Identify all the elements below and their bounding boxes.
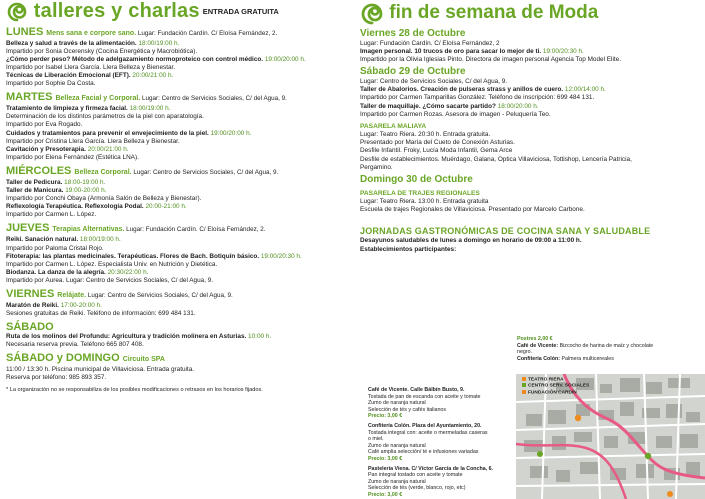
legend-label: CENTRO SERV. SOCIALES (528, 383, 590, 389)
event-line (360, 103, 698, 111)
session-line-text: Impartido por Cristina Llera García. Llera Belleza y Bienestar. (6, 137, 180, 145)
session-line-time: 19:00/20:00 h. (263, 55, 306, 63)
session-line (6, 341, 344, 349)
event-line (360, 86, 698, 94)
moda-title: fin de semana de Moda (389, 2, 599, 24)
legend-swatch-icon (522, 383, 526, 387)
event-line (360, 56, 698, 64)
session-line-text: Cuidados y tratamientos para prevenir el envejecimiento de la piel. (6, 129, 209, 137)
event-line-text: Impartido por Carmen Tamparillas González. Teléfono de inscripción: 699 484 131. (360, 94, 595, 102)
session-line-text: Biodanza. La danza de la alegría. (6, 268, 106, 276)
session-line (6, 261, 344, 269)
event-line-text: Taller de Abalorios. Creación de pulseras strass y anillos de cuero. (360, 86, 564, 94)
session-line (6, 236, 344, 244)
event-line (360, 78, 698, 86)
session-line-text: Cavitación y Presoterapia. (6, 145, 86, 153)
establishments-list (368, 387, 493, 499)
event-line-text: Taller de maquillaje. ¿Cómo sacarte partido? (360, 102, 496, 110)
session-line-text: Técnicas de Liberación Emocional (EFT). (6, 72, 131, 80)
session-line-text: Belleza y salud a través de la alimentación. (6, 39, 137, 47)
day-name: MARTES (6, 91, 53, 104)
session-line-text: Impartido por Carmen L. López. (6, 211, 97, 219)
establishment (368, 423, 493, 463)
swirl-icon (360, 0, 384, 26)
session-line (6, 302, 344, 310)
legend-label: TEATRO RIERA (528, 377, 564, 383)
session-line (6, 56, 344, 64)
menu-item: o miel. (368, 436, 384, 443)
session-line-text: Impartido por Sonia Ocerensky (Cocina Energética y Macrobiótica). (6, 47, 198, 55)
menu-item: Selección de tés y cafés italianos (368, 406, 447, 413)
event-line (360, 206, 698, 214)
event-line (360, 147, 698, 155)
session-line-time: 20:00/21:00 h. (85, 145, 129, 153)
event-line-text: Pergamino. (360, 163, 393, 171)
event-date: Sábado 29 de Octubre (360, 66, 466, 78)
event-line (360, 131, 698, 139)
session-line (6, 40, 344, 48)
day-topic: Terapias Alternativas. (52, 226, 125, 234)
session-line (6, 64, 344, 72)
session-line-text: Impartido por Paloma Cristal Rojo. (6, 244, 104, 252)
session-line-time: 18:00/19:00 h. (127, 105, 171, 113)
session-line-text: Reserva por teléfono: 985 893 357. (6, 374, 107, 382)
session-line-text: Ruta de los molinos del Profundu: Agricultura y tradición molinera en Asturias. (6, 333, 247, 341)
session-line-time: 19:00/20:00 h. (208, 129, 252, 137)
event-line-text: Imagen personal. 10 trucos de oro para sacar lo mejor de ti. (360, 48, 542, 56)
event-line-time: 12:00/14:00 h. (563, 86, 606, 94)
establishment-name: Café de Vicente. Calle Bálbín Busto, 9. (368, 387, 465, 393)
session-line (6, 72, 344, 80)
event-line-text: Desfile Infantil. Froky, Lucía Moda Infantil, Gema Arce (360, 147, 513, 155)
session-line-text: Taller de Manicura. (6, 187, 64, 195)
session-line-time: 20:30/22:00 h. (105, 268, 149, 276)
session-line (6, 374, 344, 382)
day-name: VIERNES (6, 287, 55, 300)
talleres-heading (6, 0, 344, 23)
event-line (360, 48, 698, 56)
session-line-text: ¿Cómo perder peso? Método de adelgazamiento normoproteico con control médico. (6, 55, 264, 63)
session-line (6, 203, 344, 211)
day-name: JUEVES (6, 222, 50, 235)
event-line-text: Desfile de establecimientos. Muérdago, Galana, Óptica Villaviciosa, Tottishop, Lencería Patricia, (360, 155, 632, 163)
session-line (6, 269, 344, 277)
day-name: SÁBADO y DOMINGO (6, 352, 120, 365)
postres-items (517, 343, 653, 363)
footnote: * La organización no se responsabiliza de los posibles modificaciones o retrasos en los horarios fijados. (6, 386, 263, 393)
postre-item (517, 343, 653, 350)
participants-label: Establecimientos participantes: (360, 245, 457, 253)
session-line-text: Impartido por Áurea. Lugar: Centro de Servicios Sociales, C/ del Agua, 9. (6, 276, 214, 284)
session-line-time: 20:00-21:00 h. (143, 203, 187, 211)
jornadas-line1: Desayunos saludables de lunes a domingo en horario de 09:00 a 11:00 h. (360, 237, 582, 245)
day-location: Lugar: Fundación Cardín. C/ Eloísa Fernández, 2. (124, 226, 266, 234)
event-line-text: Escuela de trajes Regionales de Villaviciosa. Presentado por Marcelo Carbone. (360, 206, 585, 214)
session-line-text: Tratamiento de limpieza y firmeza facial. (6, 105, 128, 113)
event-line-text: Lugar: Teatro Riera. 20:30 h. Entrada gratuita. (360, 131, 491, 139)
event-line (360, 139, 698, 147)
session-line (6, 195, 344, 203)
session-line-time: 19:00/20:30 h. (259, 252, 302, 260)
day-heading (6, 26, 344, 40)
postre-place: Confitería Colón: (517, 355, 562, 362)
session-line-text: 11:00 / 13:30 h. Piscina municipal de Villaviciosa. Entrada gratuita. (6, 366, 195, 374)
establishment-price: Precio: 3,00 € (368, 413, 403, 420)
day-heading (6, 165, 344, 179)
talleres-column (6, 0, 344, 394)
session-line-text: Reiki. Sanación natural. (6, 236, 79, 244)
day-topic: Relájate. (57, 291, 87, 299)
talleres-title: talleres y charlas (33, 0, 200, 22)
day-heading (6, 321, 344, 333)
day-location: Lugar: Centro de Servicios Sociales, C/ del Agua, 9. (140, 95, 287, 103)
session-line-text: Taller de Pedicura. (6, 178, 63, 186)
session-line-time: 10:00 h. (246, 333, 272, 341)
legend-swatch-icon (522, 390, 526, 394)
session-line-time: 18:00/19:00 h. (78, 236, 121, 244)
day-topic: Circuito SPA (122, 356, 165, 364)
postres-title: Postres 2,00 € (517, 336, 553, 342)
event-line-time: 19:00/20:30 h. (541, 48, 584, 56)
day-heading (6, 288, 344, 302)
establishment (368, 466, 493, 499)
establishment-price: Precio: 3,00 € (368, 491, 403, 498)
day-heading (6, 91, 344, 105)
event-line (360, 156, 698, 164)
map-legend-item (522, 390, 589, 396)
legend-label: FUNDACIÓN CARDÍN (528, 389, 577, 395)
session-line-text: Sesiones gratuitas de Reiki. Teléfono de información: 699 484 131. (6, 310, 196, 318)
event-line (360, 198, 698, 206)
session-line-text: Impartido por Carmen L. López. Especialista Univ. en Nutrición y Dietética. (6, 260, 218, 268)
moda-blocks (360, 28, 698, 214)
day-location: Lugar: Fundación Cardín. C/ Eloísa Fernández, 2. (136, 29, 278, 37)
session-line (6, 80, 344, 88)
event-line-text: Presentado por María del Cueto de Conexión Asturias. (360, 139, 515, 147)
menu-item: Zumo de naranja natural (368, 400, 426, 407)
postres-list (517, 336, 653, 362)
session-line-text: Impartido por Sophie Da Costa. (6, 80, 96, 88)
event-line (360, 94, 698, 102)
establishment-price: Precio: 3,00 € (368, 455, 403, 462)
event-line (360, 164, 698, 172)
legend-swatch-icon (522, 377, 526, 381)
session-line (6, 121, 344, 129)
postre-place: Café de Vicente: (517, 342, 560, 349)
moda-column (360, 0, 698, 254)
postre-text: Palmera multicereales (561, 355, 614, 362)
menu-item: Zumo de naranja natural (368, 442, 426, 449)
day-name: MIÉRCOLES (6, 164, 72, 177)
event-line-time: 18:00/20:00 h. (495, 102, 539, 110)
section-heading: PASARELA DE TRAJES REGIONALES (360, 189, 480, 197)
event-line (360, 40, 698, 48)
session-line-time: 18:00-19:00 h. (62, 178, 106, 186)
postre-item (517, 356, 653, 363)
menu-item: Pan integral tostado con aceite y tomate (368, 472, 463, 479)
event-line-text: Lugar: Teatro Riera. 13:00 h. Entrada gratuita (360, 198, 489, 206)
day-location: Lugar: Centro de Servicios Sociales, C/ del Agua, 9. (86, 291, 233, 299)
day-heading (6, 352, 344, 366)
session-line-time: 20:00/21:00 h. (130, 72, 174, 80)
section-heading: PASARELA MALIAYA (360, 122, 427, 130)
session-line (6, 179, 344, 187)
session-line (6, 277, 344, 285)
session-line-time: 19:00-20:00 h. (63, 187, 107, 195)
event-line-text: Impartido por Carmen Rozas. Asesora de imagen - Peluquería Teo. (360, 110, 551, 118)
establishment-name: Confitería Colón. Plaza del Ayuntamiento, 20. (368, 422, 482, 429)
session-line-text: Impartido por Elena Fernández (Estética LNA). (6, 153, 139, 161)
session-line-text: Maratón de Reiki. (6, 301, 59, 309)
session-line-text: Impartido por Conchi Obaya (Armonía Salón de Belleza y Bienestar). (6, 195, 202, 203)
day-location: Lugar: Centro de Servicios Sociales, C/ del Agua, 9. (131, 168, 279, 176)
session-line (6, 113, 344, 121)
jornadas-title: JORNADAS GASTRONÓMICAS DE COCINA SANA Y SALUDABLE (360, 226, 651, 237)
session-line (6, 333, 344, 341)
session-line-time: 17:00-20:00 h. (58, 301, 102, 309)
swirl-icon (6, 1, 28, 23)
day-name: LUNES (6, 25, 44, 38)
event-date: Viernes 28 de Octubre (360, 28, 466, 39)
entrada-gratuita-badge: ENTRADA GRATUITA (202, 6, 279, 16)
menu-item: Selección de tés (verde, blanco, rojo, etc) (368, 485, 466, 492)
event-line-text: Lugar: Fundación Cardín. C/ Eloísa Fernández, 2 (360, 40, 500, 47)
day-topic: Belleza Facial y Corporal. (55, 95, 141, 103)
event-line-text: Impartido por la Olivia Iglesias Pinto. Directora de imagen personal Agencia Top Model Elite. (360, 56, 621, 64)
talleres-days (6, 26, 344, 383)
menu-item: Café amplia selección/ té e infusiones variadas (368, 449, 479, 456)
postre-text: Bizcocho de harina de maíz y chocolate (559, 342, 654, 349)
session-line (6, 253, 344, 261)
session-line (6, 245, 344, 253)
session-line-text: Determinación de los distintos parámetros de la piel con aparatología. (6, 113, 204, 121)
establishment (368, 387, 493, 420)
postre-text-cont: negro. (517, 349, 533, 356)
session-line-text: Necesaria reserva previa. Teléfono 665 807 408. (6, 341, 144, 349)
establishment-name: Pastelería Viena. C/ Víctor García de la Concha, 6. (368, 465, 494, 472)
event-line (360, 111, 698, 119)
menu-item: Tostada integral con: aceite o mermeladas caseras (368, 429, 488, 436)
session-line (6, 187, 344, 195)
day-topic: Belleza Corporal. (74, 168, 132, 176)
session-line-text: Fitoterapia: las plantas medicinales. Terapéuticas. Flores de Bach. Botiquín básico. (6, 252, 260, 260)
session-line (6, 366, 344, 374)
location-map (516, 374, 705, 499)
session-line (6, 146, 344, 154)
session-line-text: Impartido por Eva Rogado. (6, 121, 83, 129)
session-line (6, 48, 344, 56)
session-line (6, 105, 344, 113)
session-line-text: Reflexología Terapéutica. Reflexología Podal. (6, 203, 144, 211)
session-line (6, 154, 344, 162)
map-legend-item (522, 383, 589, 389)
session-line (6, 310, 344, 318)
map-legend (522, 377, 589, 396)
session-line-time: 18:00/19:00 h. (136, 39, 180, 47)
day-name: SÁBADO (6, 321, 54, 334)
day-heading (6, 222, 344, 236)
session-line (6, 130, 344, 138)
session-line (6, 138, 344, 146)
session-line (6, 211, 344, 219)
event-line-text: Lugar: Centro de Servicios Sociales, C/ del Agua, 9. (360, 78, 508, 86)
menu-item: Zumo de naranja natural (368, 478, 426, 485)
event-date: Domingo 30 de Octubre (360, 173, 473, 185)
menu-item: Tostada de pan de escanda con aceite y tomate (368, 393, 481, 400)
moda-heading (360, 0, 698, 26)
day-topic: Mens sana e corpore sano. (46, 29, 137, 37)
session-line-text: Impartido por Isabel Llera García. Llera Belleza y Bienestar. (6, 64, 176, 71)
